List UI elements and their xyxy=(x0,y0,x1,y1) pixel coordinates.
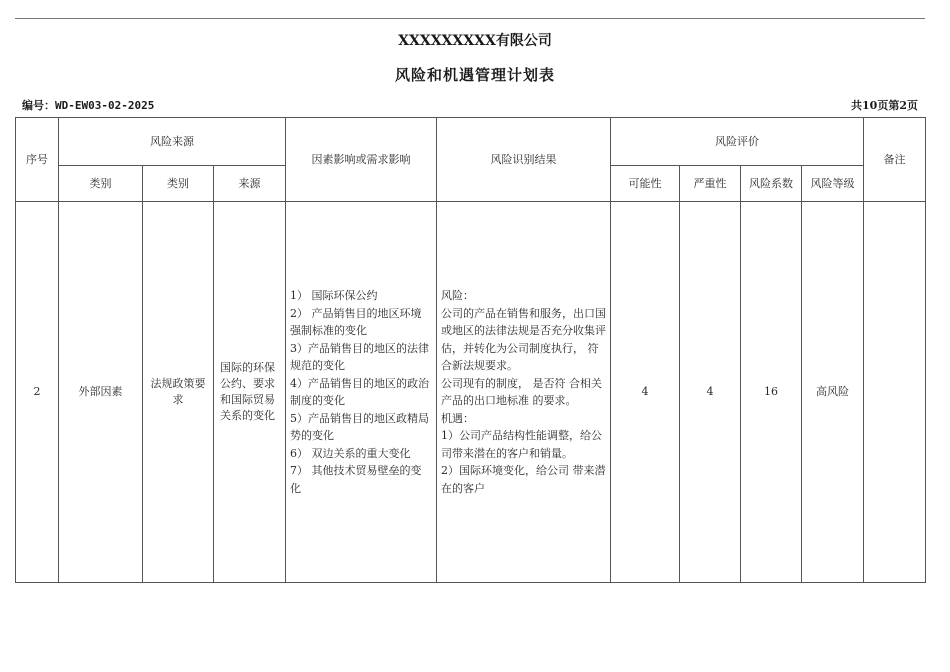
cell-factor-impact xyxy=(286,202,437,583)
cell-risk-factor: 16 xyxy=(741,202,802,583)
cell-category-1: 外部因素 xyxy=(59,202,143,583)
header-severity: 严重性 xyxy=(680,166,741,202)
identification-line: 2）国际环境变化，给公司 带来潜在的客户 xyxy=(441,464,606,495)
list-item: 6） 双边关系的重大变化 xyxy=(290,446,411,460)
header-factor-impact: 因素影响或需求影响 xyxy=(286,118,437,202)
list-item: 5）产品销售目的地区政精局势的变化 xyxy=(290,411,430,442)
document-number-label: 编号： xyxy=(22,99,55,112)
header-remark: 备注 xyxy=(864,118,926,202)
document-number xyxy=(22,97,154,113)
table-row xyxy=(16,202,926,583)
cell-seq: 2 xyxy=(16,202,59,583)
document-number-value: WD-EW03-02-2025 xyxy=(55,99,155,112)
header-category-2: 类别 xyxy=(143,166,214,202)
company-name: XXXXXXXXX有限公司 xyxy=(398,33,552,49)
top-rule xyxy=(15,18,925,19)
risk-plan-table xyxy=(15,117,926,583)
identification-line: 风险： xyxy=(441,289,475,302)
page-info: 共10页第2页 xyxy=(851,99,918,112)
header-category-1: 类别 xyxy=(59,166,143,202)
header-source: 来源 xyxy=(214,166,286,202)
header-risk-factor: 风险系数 xyxy=(741,166,802,202)
cell-severity: 4 xyxy=(680,202,741,583)
header-row-1 xyxy=(16,118,926,166)
cell-risk-identification xyxy=(437,202,611,583)
page-title: 风险和机遇管理计划表 xyxy=(394,66,555,84)
identification-block xyxy=(441,287,606,497)
list-item: 2） 产品销售目的地区环境强制标准的变化 xyxy=(290,306,422,337)
cell-category-2: 法规政策要求 xyxy=(143,202,214,583)
list-item: 4）产品销售目的地区的政治制度的变化 xyxy=(290,376,430,407)
identification-line: 公司现有的制度， 是否符 合相关产品的出口地标准 的要求。 xyxy=(441,376,603,407)
list-item: 1） 国际环保公约 xyxy=(290,289,378,302)
list-item: 3）产品销售目的地区的法律规范的变化 xyxy=(290,341,430,372)
header-possibility: 可能性 xyxy=(611,166,680,202)
header-risk-evaluation: 风险评价 xyxy=(611,118,864,166)
cell-remark xyxy=(864,202,926,583)
header-risk-identification: 风险识别结果 xyxy=(437,118,611,202)
identification-line: 机遇： xyxy=(441,411,475,425)
identification-line: 公司的产品在销售和服务，出口国或地区的法律法规是否充分收集评估，并转化为公司制度执行， 符合新法规要求。 xyxy=(441,306,607,372)
cell-possibility: 4 xyxy=(611,202,680,583)
header-risk-source: 风险来源 xyxy=(59,118,286,166)
identification-line: 1）公司产品结构性能调整，给公司带来潜在的客户和销量。 xyxy=(441,429,603,460)
cell-source: 国际的环保公约、要求和国际贸易关系的变化 xyxy=(214,202,286,583)
header-risk-level: 风险等级 xyxy=(802,166,864,202)
cell-risk-level: 高风险 xyxy=(802,202,864,583)
impact-list xyxy=(290,287,432,497)
list-item: 7） 其他技术贸易壁垒的变化 xyxy=(290,464,422,495)
header-seq: 序号 xyxy=(16,118,59,202)
